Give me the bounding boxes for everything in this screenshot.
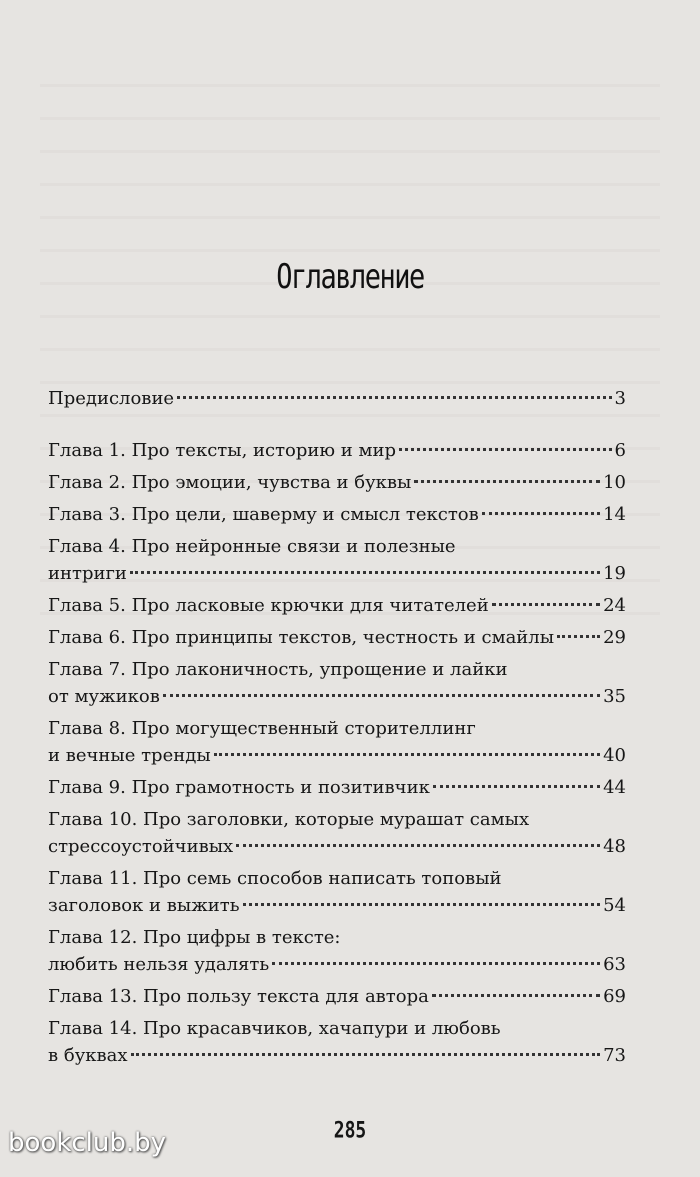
table-of-contents [48, 385, 626, 1069]
toc-entry-line [48, 385, 626, 412]
toc-entry-page: 69 [603, 986, 626, 1007]
dot-leader [492, 603, 600, 606]
toc-entry [48, 1015, 626, 1069]
dot-leader [433, 785, 600, 788]
dot-leader [557, 635, 600, 638]
toc-entry-page: 44 [603, 777, 626, 798]
toc-entry-line [48, 656, 626, 683]
toc-entry-line [48, 560, 626, 587]
toc-entry-line [48, 833, 626, 860]
dot-leader [163, 694, 600, 697]
toc-entry-page: 29 [603, 627, 626, 648]
toc-entry-title: Глава 12. Про цифры в тексте: [48, 927, 341, 948]
toc-entry-page: 73 [603, 1045, 626, 1066]
dot-leader [482, 512, 600, 515]
toc-entry-title: заголовок и выжить [48, 895, 240, 916]
toc-entry [48, 924, 626, 978]
toc-entry-title: Глава 4. Про нейронные связи и полезные [48, 536, 456, 557]
dot-leader [414, 480, 600, 483]
toc-entry-line [48, 683, 626, 710]
toc-entry-page: 63 [603, 954, 626, 975]
toc-entry-title: стрессоустойчивых [48, 836, 234, 857]
dot-leader [399, 448, 612, 451]
toc-entry-line [48, 1015, 626, 1042]
dot-leader [432, 994, 600, 997]
toc-entry [48, 385, 626, 412]
toc-entry [48, 656, 626, 710]
toc-entry-line [48, 742, 626, 769]
toc-entry-title: Глава 2. Про эмоции, чувства и буквы [48, 472, 412, 493]
toc-entry-page: 40 [603, 745, 626, 766]
toc-entry-line [48, 533, 626, 560]
dot-leader [243, 903, 601, 906]
dot-leader [272, 962, 600, 965]
dot-leader [130, 571, 600, 574]
toc-entry-line [48, 892, 626, 919]
toc-entry-title: Глава 10. Про заголовки, которые мурашат самых [48, 809, 530, 830]
toc-entry [48, 533, 626, 587]
toc-entry-line [48, 1042, 626, 1069]
toc-entry-title: от мужиков [48, 686, 160, 707]
toc-entry-title: Глава 14. Про красавчиков, хачапури и любовь [48, 1018, 501, 1039]
toc-entry-title: Глава 1. Про тексты, историю и мир [48, 440, 397, 461]
toc-entry-title: Глава 9. Про грамотность и позитивчик [48, 777, 430, 798]
toc-entry-line [48, 715, 626, 742]
toc-entry [48, 774, 626, 801]
toc-entry-page: 3 [614, 388, 626, 409]
toc-entry-page: 54 [603, 895, 626, 916]
toc-entry-title: и вечные тренды [48, 745, 211, 766]
toc-entry-title: Глава 8. Про могущественный сторителлинг [48, 718, 476, 739]
toc-entry [48, 715, 626, 769]
toc-entry [48, 806, 626, 860]
toc-entry-page: 19 [603, 563, 626, 584]
dot-leader [214, 753, 600, 756]
toc-entry-title: Предисловие [48, 388, 175, 409]
toc-entry-line [48, 951, 626, 978]
toc-entry-line [48, 592, 626, 619]
toc-entry-line [48, 806, 626, 833]
toc-entry-line [48, 924, 626, 951]
toc-entry-title: Глава 5. Про ласковые крючки для читателей [48, 595, 489, 616]
toc-entry-page: 14 [603, 504, 626, 525]
toc-entry-title: Глава 11. Про семь способов написать топовый [48, 868, 502, 889]
toc-entry-page: 10 [603, 472, 626, 493]
toc-entry-line [48, 865, 626, 892]
toc-entry-title: Глава 6. Про принципы текстов, честность и смайлы [48, 627, 555, 648]
toc-entry [48, 624, 626, 651]
toc-entry [48, 983, 626, 1010]
dot-leader [177, 396, 611, 399]
toc-entry-title: интриги [48, 563, 127, 584]
toc-entry-line [48, 983, 626, 1010]
dot-leader [236, 844, 600, 847]
toc-entry-page: 48 [603, 836, 626, 857]
toc-entry-title: Глава 7. Про лаконичность, упрощение и лайки [48, 659, 508, 680]
toc-entry-title: Глава 3. Про цели, шаверму и смысл текстов [48, 504, 479, 525]
toc-entry-title: Глава 13. Про пользу текста для автора [48, 986, 429, 1007]
toc-entry-title: в буквах [48, 1045, 128, 1066]
toc-entry-line [48, 774, 626, 801]
toc-entry-page: 24 [603, 595, 626, 616]
page-number: 285 [333, 1117, 367, 1144]
toc-entry-line [48, 624, 626, 651]
dot-leader [131, 1053, 601, 1056]
toc-entry [48, 865, 626, 919]
toc-entry [48, 592, 626, 619]
toc-entry [48, 437, 626, 464]
toc-entry-page: 6 [614, 440, 626, 461]
toc-entry-line [48, 437, 626, 464]
toc-entry [48, 469, 626, 496]
toc-entry [48, 501, 626, 528]
watermark: bookclub.by [8, 1128, 167, 1158]
toc-entry-line [48, 469, 626, 496]
toc-entry-line [48, 501, 626, 528]
toc-entry-title: любить нельзя удалять [48, 954, 270, 975]
page-title: Оглавление [276, 258, 424, 297]
toc-entry-page: 35 [603, 686, 626, 707]
